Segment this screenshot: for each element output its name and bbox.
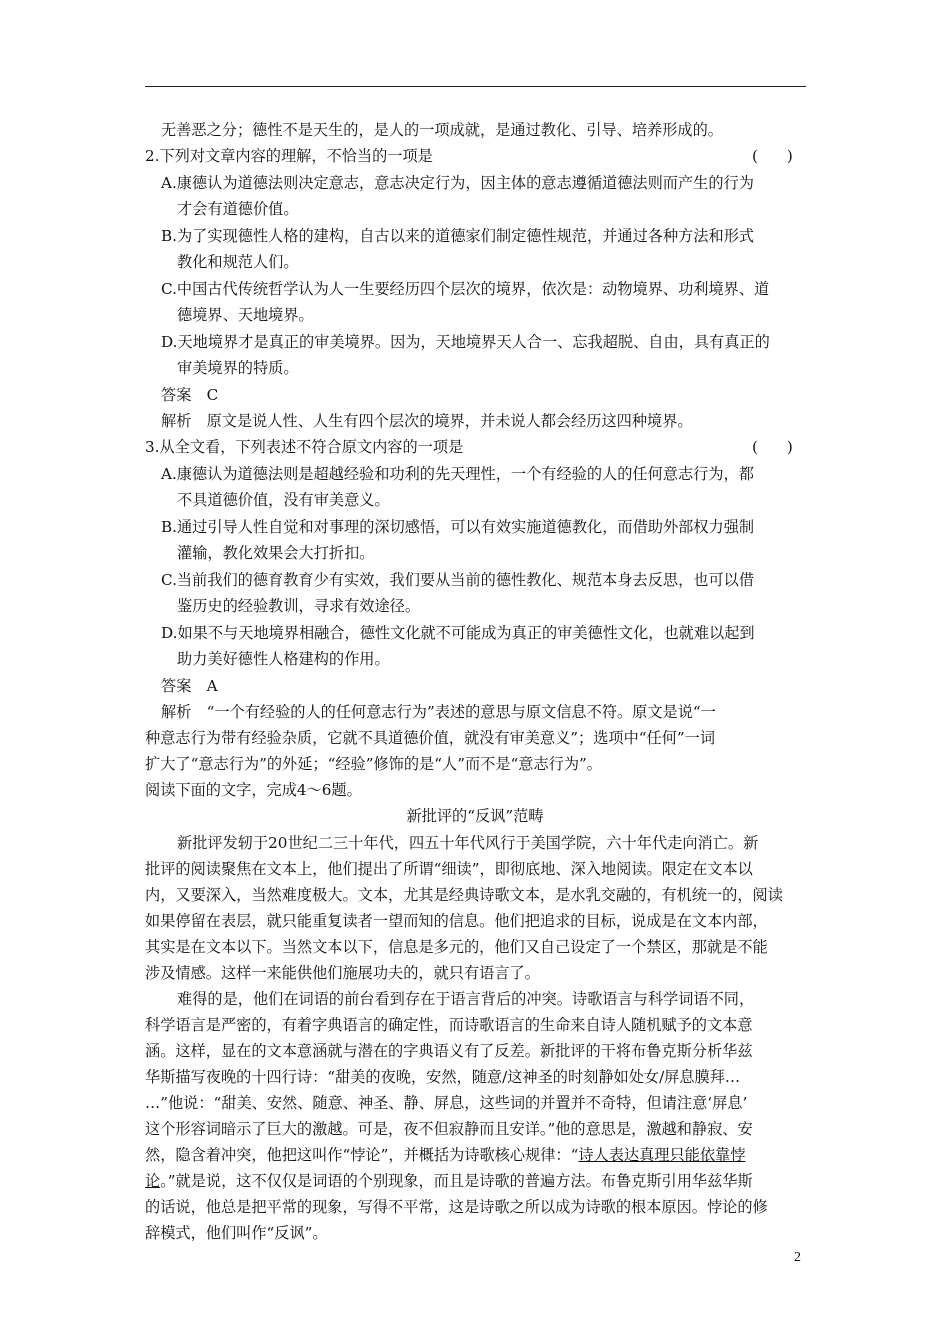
answer-blank: ( ) xyxy=(752,147,793,165)
paragraph-line: 的话说，他总是把平常的现象，写得不平常，这是诗歌之所以成为诗歌的根本原因。悖论的修 xyxy=(145,1198,768,1216)
option-d: D.天地境界才是真正的审美境界。因为，天地境界天人合一、忘我超脱、自由，具有真正的 xyxy=(161,333,770,351)
paragraph-line: 批评的阅读聚焦在文本上，他们提出了所谓“细读”，即彻底地、深入地阅读。限定在文本以 xyxy=(145,860,753,878)
option-b-cont: 灌输，教化效果会大打折扣。 xyxy=(177,544,375,562)
paragraph-line: 如果停留在表层，就只能重复读者一望而知的信息。他们把追求的目标，说成是在文本内部， xyxy=(145,912,768,930)
answer-label: 答案 C xyxy=(161,386,219,404)
paragraph-line: 辞模式，他们叫作“反讽”。 xyxy=(145,1224,328,1242)
paragraph-line: 华斯描写夜晚的十四行诗：“甜美的夜晚，安然，随意/这神圣的时刻静如处女/屏息膜拜… xyxy=(145,1068,741,1086)
paragraph-line xyxy=(145,1145,745,1165)
paragraph-line: 内，又要深入，当然难度极大。文本，尤其是经典诗歌文本，是水乳交融的，有机统一的，阅读 xyxy=(145,886,783,904)
text-line: 无善恶之分；德性不是天生的，是人的一项成就，是通过教化、引导、培养形成的。 xyxy=(161,121,723,139)
paragraph-line: 这个形容词暗示了巨大的激越。可是，夜不但寂静而且安详。”他的意思是，激越和静寂、安 xyxy=(145,1120,753,1138)
analysis: 解析 “一个有经验的人的任何意志行为”表述的意思与原文信息不符。原文是说“一 xyxy=(161,703,716,721)
option-a: A.康德认为道德法则决定意志，意志决定行为，因主体的意志遵循道德法则而产生的行为 xyxy=(161,174,754,192)
paragraph-line: 科学语言是严密的，有着字典语言的确定性，而诗歌语言的生命来自诗人随机赋予的文本意 xyxy=(145,1016,753,1034)
reading-instruction: 阅读下面的文字，完成4～6题。 xyxy=(145,781,362,799)
option-c-cont: 鉴历史的经验教训，寻求有效途径。 xyxy=(177,597,420,615)
option-a: A.康德认为道德法则是超越经验和功利的先天理性，一个有经验的人的任何意志行为，都 xyxy=(161,465,754,483)
paragraph-line: 涉及情感。这样一来能供他们施展功夫的，就只有语言了。 xyxy=(145,964,540,982)
analysis-cont: 种意志行为带有经验杂质，它就不具道德价值，就没有审美意义”；选项中“任何”一词 xyxy=(145,729,716,747)
question-2-stem: 2.下列对文章内容的理解，不恰当的一项是 xyxy=(145,147,433,165)
option-b: B.为了实现德性人格的建构，自古以来的道德家们制定德性规范，并通过各种方法和形式 xyxy=(161,227,755,245)
option-c-cont: 德境界、天地境界。 xyxy=(177,306,314,324)
paragraph-line xyxy=(145,1171,753,1191)
option-b: B.通过引导人性自觉和对事理的深切感悟，可以有效实施道德教化，而借助外部权力强制 xyxy=(161,518,755,536)
paragraph-line: 难得的是，他们在词语的前台看到存在于语言背后的冲突。诗歌语言与科学词语不同， xyxy=(177,990,755,1008)
underlined-quote: 诗人表达真理只能依靠悖 xyxy=(578,1146,746,1164)
option-c: C.当前我们的德育教育少有实效，我们要从当前的德性教化、规范本身去反思，也可以借 xyxy=(161,571,755,589)
text-segment: 然，隐含着冲突，他把这叫作“悖论”，并概括为诗歌核心规律：“ xyxy=(145,1146,579,1164)
paragraph-line: …”他说：“甜美、安然、随意、神圣、静、屏息，这些词的并置并不奇特，但请注意‘屏息’ xyxy=(145,1094,748,1112)
paragraph-line: 涵。这样，显在的文本意涵就与潜在的字典语义有了反差。新批评的干将布鲁克斯分析华兹 xyxy=(145,1042,753,1060)
option-a-cont: 不具道德价值，没有审美意义。 xyxy=(177,491,390,509)
paragraph-line: 新批评发轫于20世纪二三十年代，四五十年代风行于美国学院，六十年代走向消亡。新 xyxy=(177,834,759,852)
analysis: 解析 原文是说人性、人生有四个层次的境界，并未说人都会经历这四种境界。 xyxy=(161,412,693,430)
option-d: D.如果不与天地境界相融合，德性文化就不可能成为真正的审美德性文化，也就难以起到 xyxy=(161,624,755,642)
option-d-cont: 审美境界的特质。 xyxy=(177,359,299,377)
option-d-cont: 助力美好德性人格建构的作用。 xyxy=(177,650,390,668)
answer-blank: ( ) xyxy=(752,438,793,456)
page-number: 2 xyxy=(794,1250,801,1265)
paragraph-line: 其实是在文本以下。当然文本以下，信息是多元的，他们又自己设定了一个禁区，那就是不能 xyxy=(145,938,768,956)
text-segment: 。”就是说，这不仅仅是词语的个别现象，而且是诗歌的普遍方法。布鲁克斯引用华兹华斯 xyxy=(160,1172,753,1190)
answer-label: 答案 A xyxy=(161,677,218,695)
analysis-cont: 扩大了“意志行为”的外延；“经验”修饰的是“人”而不是“意志行为”。 xyxy=(145,755,602,773)
option-c: C.中国古代传统哲学认为人一生要经历四个层次的境界，依次是：动物境界、功利境界、道 xyxy=(161,280,770,298)
option-a-cont: 才会有道德价值。 xyxy=(177,200,299,218)
option-b-cont: 教化和规范人们。 xyxy=(177,253,299,271)
article-title: 新批评的“反讽”范畴 xyxy=(406,807,544,825)
question-3-stem: 3.从全文看，下列表述不符合原文内容的一项是 xyxy=(145,438,464,456)
header-rule xyxy=(145,86,806,87)
underlined-quote: 论 xyxy=(145,1172,161,1190)
